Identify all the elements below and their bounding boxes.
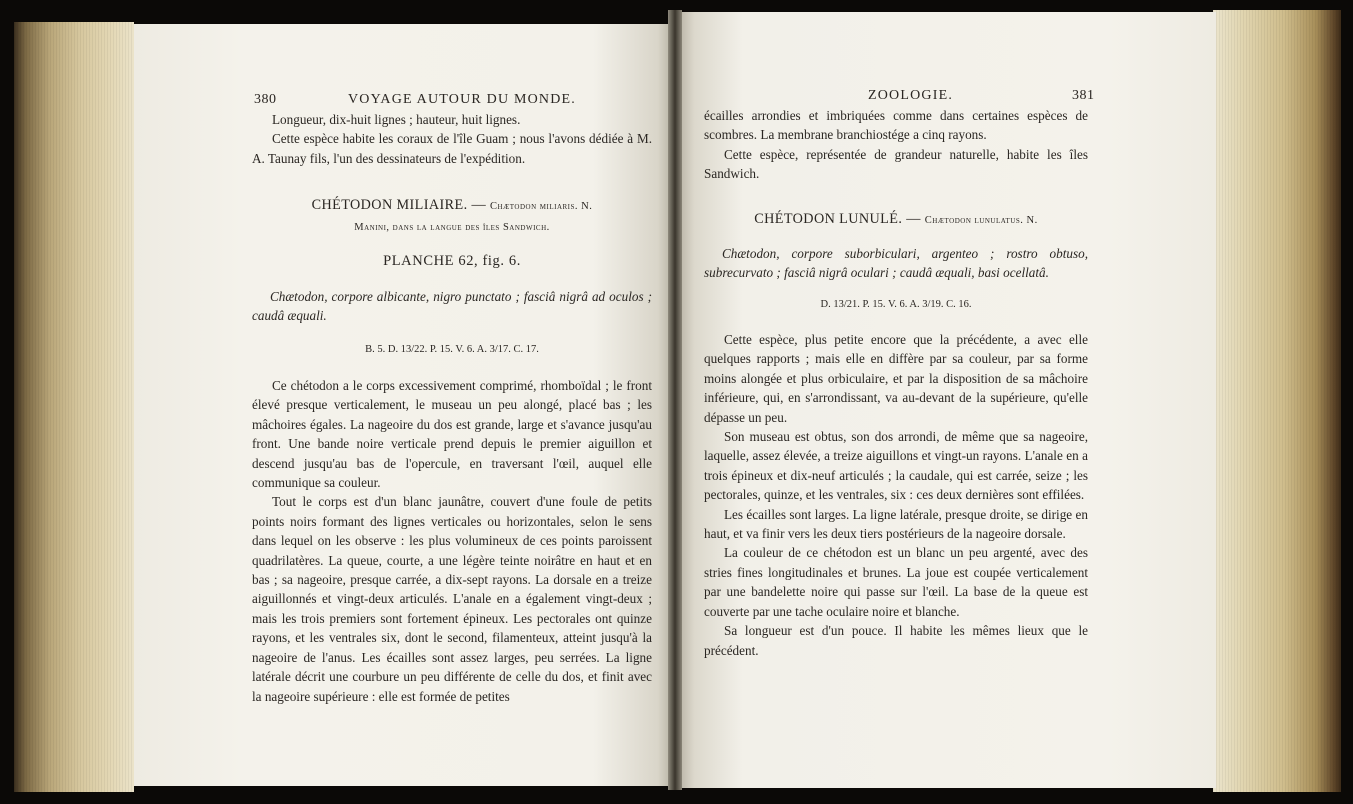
right-description [704,330,1088,660]
right-intro [704,106,1088,184]
book-gutter [668,10,682,790]
description-paragraph: La couleur de ce chétodon est un blanc un peu argenté, avec des stries fines longitudinales et brunes. La joue est coupée verticalement par une bandelette noire qui passe sur l'œil. La base de la queue est couverte par une tache oculaire noire et blanche. [704,545,1088,619]
left-species-heading [252,196,652,216]
intro-paragraph: Longueur, dix-huit lignes ; hauteur, huit lignes. [272,112,521,127]
vernacular-name: Manini, dans la langue des îles Sandwich. [354,222,550,233]
book-edge-right [1213,10,1341,792]
description-paragraph: Sa longueur est d'un pouce. Il habite les mêmes lieux que le précédent. [704,623,1088,658]
species-name: CHÉTODON MILIAIRE. — [311,197,490,213]
fin-formula: B. 5. D. 13/22. P. 15. V. 6. A. 3/17. C. 17. [365,344,539,355]
book-edge-left [14,22,134,792]
right-page-number: 381 [1072,88,1095,103]
left-page-number: 380 [254,92,277,107]
intro-paragraph: Cette espèce, représentée de grandeur naturelle, habite les îles Sandwich. [704,146,1088,182]
left-description [252,376,652,706]
intro-paragraph: Cette espèce habite les coraux de l'île Guam ; nous l'avons dédiée à M. A. Taunay fils, l'un des dessinateurs de l'expédition. [252,131,652,166]
right-running-title: ZOOLOGIE. [868,88,954,103]
fin-formula: D. 13/21. P. 15. V. 6. A. 3/19. C. 16. [820,299,972,310]
description-paragraph: Son museau est obtus, son dos arrondi, de même que sa nageoire, laquelle, assez élevée, a treize aiguillons et vingt-un rayons. L'anale en a trois épineux et dix-neuf articulés ; la caudale, qui est carrée, seize ; les pectorales, quinze, et les ventrales, six : ces deux dernières sont effilées. [704,429,1088,503]
left-running-title: VOYAGE AUTOUR DU MONDE. [348,92,577,107]
latin-diagnosis: Chætodon, corpore albicante, nigro punctato ; fasciâ nigrâ ad oculos ; caudâ æquali. [252,289,652,324]
description-paragraph: Ce chétodon a le corps excessivement comprimé, rhomboïdal ; le front élevé presque verticalement, le museau un peu alongé, placé bas ; les mâchoires égales. La nageoire du dos est grande, large et s'avance jusqu'au front. Une bande noire verticale prend depuis le premier aiguillon et descend jusqu'au bas de l'opercule, en traversant l'œil, auquel elle communique sa couleur. [252,378,652,491]
right-page [678,12,1216,788]
latin-diagnosis: Chætodon, corpore suborbiculari, argenteo ; rostro obtuso, subrecurvato ; fasciâ nigrâ oculari ; caudâ æquali, basi ocellatâ. [704,246,1088,281]
species-latin: Chætodon lunulatus. N. [924,215,1038,226]
description-paragraph: Cette espèce, plus petite encore que la précédente, a avec elle quelques rapports ; mais elle en diffère par sa couleur, par sa forme moins alongée et plus orbiculaire, et par la disposition de sa mâchoire inférieure, qui, en s'arrondissant, va au-devant de la supérieure, qu'elle dépasse un peu. [704,332,1088,425]
species-latin: Chætodon miliaris. N. [490,201,593,212]
right-species-heading [704,210,1088,230]
description-paragraph: Tout le corps est d'un blanc jaunâtre, couvert d'une foule de petits points noirs formant des lignes verticales ou horizontales, selon le sens dans lequel on les observe : les plus volumineux de ces points paroissent quadrilatères. La queue, courte, a une légère teinte noirâtre en haut et en bas ; sa nageoire, presque carrée, a dix-sept rayons. La dorsale en a treize aiguillonnés et vingt-deux articulés. L'anale en a également vingt-deux ; mais les trois premiers sont fortement épineux. Les pectorales ont quinze rayons, et les ventrales six, dont le second, filamenteux, atteint jusqu'à la nageoire de l'anus. Les écailles sont assez larges, peu serrées. La ligne latérale décrit une courbure un peu différente de celle du dos, et finit avec la nageoire supérieure : elle est formée de petites [252,494,652,704]
plate-reference: PLANCHE 62, fig. 6. [383,253,521,269]
left-intro [252,110,652,168]
left-page [134,24,674,786]
description-paragraph: Les écailles sont larges. La ligne latérale, presque droite, se dirige en haut, et va finir vers les deux tiers postérieurs de la nageoire dorsale. [704,506,1088,542]
species-name: CHÉTODON LUNULÉ. — [754,211,925,227]
intro-paragraph: écailles arrondies et imbriquées comme dans certaines espèces de scombres. La membrane branchiostége a cinq rayons. [704,108,1088,143]
